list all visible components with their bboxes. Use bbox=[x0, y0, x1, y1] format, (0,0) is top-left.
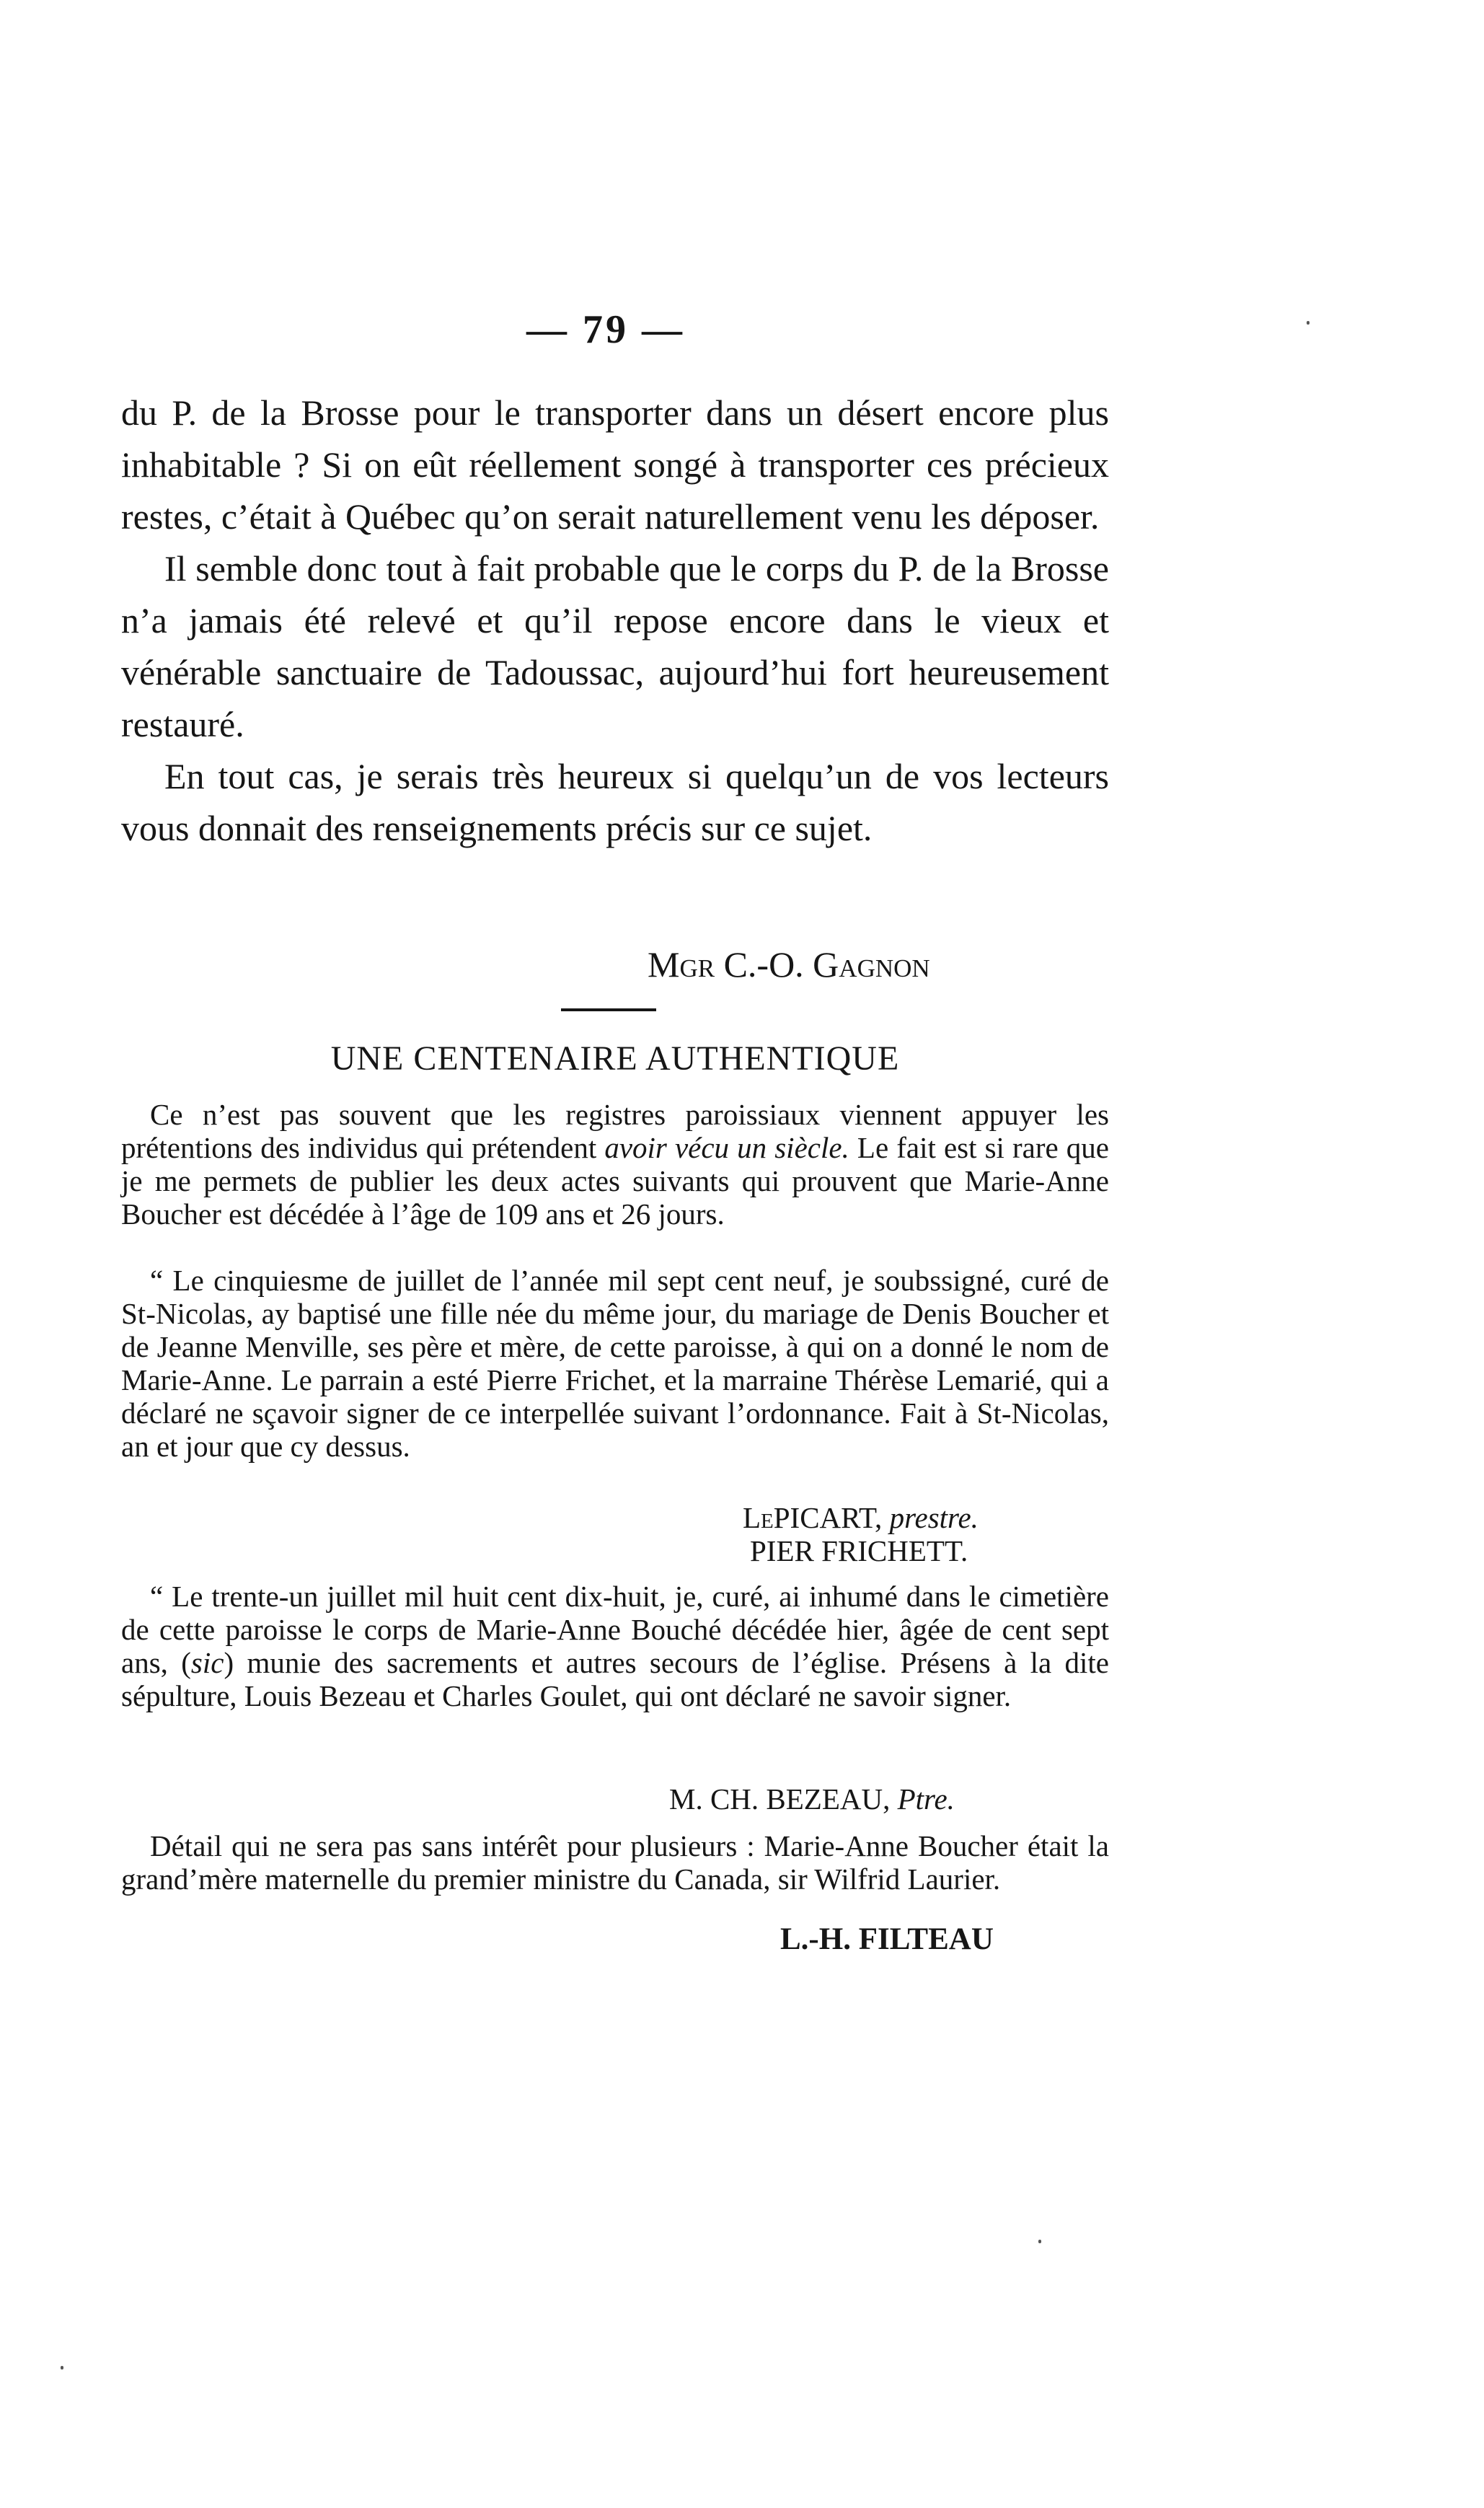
intro-text: Ce n’est pas souvent que les registres paroissiaux viennent appuyer les prétentions des individus qui prétendent bbox=[121, 1098, 1109, 1164]
page-number: — 79 — bbox=[526, 307, 685, 352]
intro-italic: avoir vécu un siècle. bbox=[604, 1131, 849, 1164]
burial-signature-title: Ptre. bbox=[897, 1782, 955, 1816]
letter-paragraph: En tout cas, je serais très heureux si quelqu’un de vos lecteurs vous donnait des renseignements précis sur ce sujet. bbox=[121, 756, 1109, 848]
baptism-signature-title: prestre. bbox=[889, 1501, 979, 1534]
closing-note bbox=[121, 1829, 1109, 1896]
print-speck bbox=[1038, 2240, 1041, 2243]
baptism-signature bbox=[743, 1500, 979, 1535]
print-speck bbox=[61, 2366, 63, 2370]
burial-act-text bbox=[121, 1580, 1109, 1712]
burial-text-end: ) munie des sacrements et autres secours de l’église. Présens à la dite sépulture, Louis Bezeau et Charles Goulet, qui ont déclaré ne savoir signer. bbox=[121, 1646, 1110, 1712]
baptism-act bbox=[121, 1264, 1109, 1463]
letter-paragraph: Il semble donc tout à fait probable que le corps du P. de la Brosse n’a jamais été relevé et qu’il repose encore dans le vieux et vénérable sanctuaire de Tadoussac, aujourd’hui fort heureusement restauré. bbox=[121, 548, 1109, 744]
article-title: UNE CENTENAIRE AUTHENTIQUE bbox=[330, 1039, 900, 1078]
burial-act bbox=[121, 1580, 1109, 1712]
closing-note-text: Détail qui ne sera pas sans intérêt pour plusieurs : Marie-Anne Boucher était la grand’mère maternelle du premier ministre du Canada, sir Wilfrid Laurier. bbox=[121, 1829, 1109, 1896]
burial-text: “ Le trente-un juillet mil huit cent dix-huit, je, curé, ai inhumé dans le cimetière de cette paroisse le corps de Marie-Anne Bouché décédée hier, âgée de cent sept ans, ( bbox=[121, 1580, 1109, 1679]
intro-paragraph bbox=[121, 1098, 1109, 1231]
baptism-signature-name: LePICART, bbox=[743, 1501, 883, 1534]
letter-paragraph: du P. de la Brosse pour le transporter dans un désert encore plus inhabitable ? Si on eût réellement songé à transporter ces précieux restes, c’était à Québec qu’on serait naturellement venu les déposer. bbox=[121, 392, 1109, 537]
burial-signature-name: M. CH. BEZEAU, bbox=[669, 1782, 891, 1816]
baptism-witness: PIER FRICHETT. bbox=[750, 1534, 968, 1567]
article-author: L.-H. FILTEAU bbox=[780, 1922, 994, 1956]
intro-text-end: Le fait est si rare que je me permets de publier les deux actes suivants qui prouvent que Marie-Anne Boucher est décédée à l’âge de 109 ans et 26 jours. bbox=[121, 1131, 1110, 1231]
letter-body bbox=[121, 387, 1109, 854]
burial-sic: sic bbox=[190, 1646, 224, 1679]
burial-signature bbox=[669, 1782, 955, 1816]
article-intro bbox=[121, 1098, 1109, 1231]
baptism-act-text: “ Le cinquiesme de juillet de l’année mil sept cent neuf, je soubssigné, curé de St-Nicolas, ay baptisé une fille née du même jour, du mariage de Denis Boucher et de Jeanne Menville, ses père et mère, de cette paroisse, à qui on a donné le nom de Marie-Anne. Le parrain a esté Pierre Frichet, et la marraine Thérèse Lemarié, qui a déclaré ne sçavoir signer de ce interpellée suivant l’ordonnance. Fait à St-Nicolas, an et jour que cy dessus. bbox=[121, 1264, 1109, 1463]
letter-signature: Mgr C.-O. Gagnon bbox=[648, 944, 930, 985]
section-divider bbox=[561, 1008, 656, 1011]
print-speck bbox=[1307, 321, 1309, 325]
